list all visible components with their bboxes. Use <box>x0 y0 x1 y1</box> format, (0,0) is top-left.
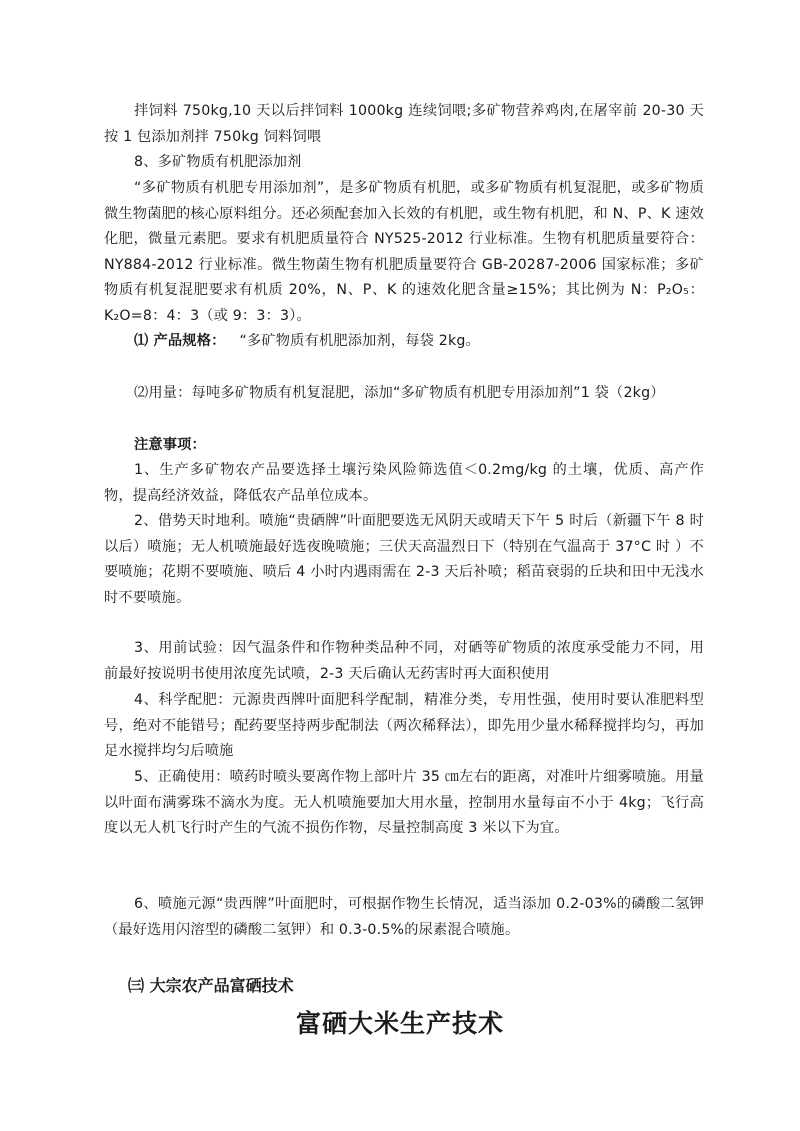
section8-body: “多矿物质有机肥专用添加剂”，是多矿物质有机肥，或多矿物质有机复混肥，或多矿物质微生物菌肥的核心原料组分。还必须配套加入长效的有机肥，或生物有机肥，和 N、P、K 速效化肥，微量元素肥。要求有机肥质量符合 NY525-2012 行业标准。生物有机肥质量要符合：NY884-2012 行业标准。微生物菌生物有机肥质量要符合 GB-20287-2006 国家标准；多矿物质有机复混肥要求有机质 20%，N、P、K 的速效化肥含量≥15%；其比例为 N：P₂O₅：K₂O=8：4：3（或 9：3：3）。 <box>104 180 704 324</box>
section8-heading: 8、多矿物质有机肥添加剂 <box>134 154 302 170</box>
spec-value: “多矿物质有机肥添加剂，每袋 2kg。 <box>239 333 481 349</box>
note-item-2: 2、借势天时地利。喷施“贵硒牌”叶面肥要选无风阴天或晴天下午 5 时后（新疆下午 8 时以后）喷施；无人机喷施最好选夜晚喷施；三伏天高温烈日下（特别在气温高于 37°C 时 ）不要喷施；花期不要喷施、喷后 4 小时内遇雨需在 2-3 天后补喷；稻苗衰弱的丘块和田中无浅水时不要喷施。 <box>104 513 704 606</box>
note-item-6: 6、喷施元源“贵西牌”叶面肥时，可根据作物生长情况，适当添加 0.2-03%的磷酸二氢钾（最好选用闪溶型的磷酸二氢钾）和 0.3-0.5%的尿素混合喷施。 <box>104 896 704 938</box>
notes-heading: 注意事项： <box>134 437 206 453</box>
dosage-line: ⑵用量：每吨多矿物质有机复混肥，添加“多矿物质有机肥专用添加剂”1 袋（2kg） <box>134 385 665 401</box>
spec-line <box>104 329 704 355</box>
spec-label: ⑴ 产品规格： <box>134 333 226 349</box>
note-item-3: 3、用前试验：因气温条件和作物种类品种不同，对硒等矿物质的浓度承受能力不同，用前最好按说明书使用浓度先试喷，2-3 天后确认无药害时再大面积使用 <box>104 640 704 682</box>
intro-paragraph: 拌饲料 750kg,10 天以后拌饲料 1000kg 连续饲喂;多矿物营养鸡肉,在屠宰前 20-30 天按 1 包添加剂拌 750kg 饲料饲喂 <box>104 103 704 145</box>
note-item-4: 4、科学配肥：元源贵西牌叶面肥科学配制，精准分类，专用性强，使用时要认准肥料型号，绝对不能错号；配药要坚持两步配制法（两次稀释法），即先用少量水稀释搅拌均匀，再加足水搅拌均匀后喷施 <box>104 692 704 759</box>
section3-heading: ㈢ 大宗农产品富硒技术 <box>128 976 294 995</box>
note-item-1: 1、生产多矿物农产品要选择土壤污染风险筛选值＜0.2mg/kg 的土壤，优质、高产作物，提高经济效益，降低农产品单位成本。 <box>104 462 704 504</box>
page-title: 富硒大米生产技术 <box>295 1009 504 1038</box>
note-item-5: 5、正确使用：喷药时喷头要离作物上部叶片 35 ㎝左右的距离，对准叶片细雾喷施。用量以叶面布满雾珠不滴水为度。无人机喷施要加大用水量，控制用水量每亩不小于 4kg；飞行高度以无人机飞行时产生的气流不损伤作物，尽量控制高度 3 米以下为宜。 <box>104 769 704 836</box>
